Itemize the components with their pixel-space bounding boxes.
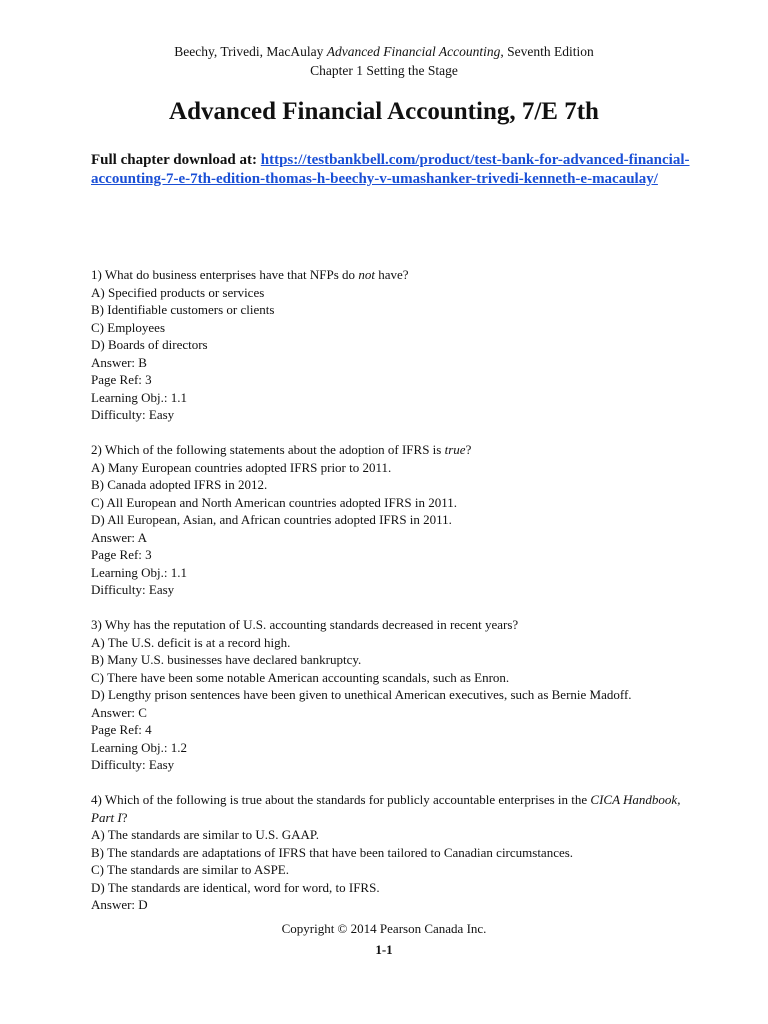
- answer-key: Answer: D: [91, 897, 148, 912]
- answer-option: C) Employees: [91, 319, 166, 335]
- question-3: [91, 616, 691, 774]
- page-ref: Page Ref: 3: [91, 547, 152, 562]
- learning-objective: Learning Obj.: 1.2: [91, 739, 188, 755]
- page-ref: Page Ref: 3: [91, 372, 152, 387]
- answer-option: C) All European and North American countries adopted IFRS in 2011.: [91, 494, 457, 510]
- page-number: 1-1: [375, 942, 393, 957]
- answer-option: C) The standards are similar to ASPE.: [91, 862, 289, 877]
- answer-option: D) All European, Asian, and African countries adopted IFRS in 2011.: [91, 512, 452, 527]
- answer-option: D) The standards are identical, word for word, to IFRS.: [91, 879, 380, 895]
- answer-option: D) Boards of directors: [91, 337, 208, 352]
- copyright-footer: Copyright © 2014 Pearson Canada Inc.: [281, 921, 487, 936]
- page-title: Advanced Financial Accounting, 7/E 7th: [169, 98, 599, 125]
- answer-option: B) The standards are adaptations of IFRS that have been tailored to Canadian circumstances.: [91, 844, 574, 860]
- question-4: [91, 791, 691, 914]
- running-header-book: Beechy, Trivedi, MacAulay Advanced Financial Accounting, Seventh Edition: [174, 44, 594, 59]
- difficulty: Difficulty: Easy: [91, 582, 175, 597]
- question-1: [91, 266, 691, 424]
- answer-option: D) Lengthy prison sentences have been given to unethical American executives, such as Bernie Madoff.: [91, 687, 632, 702]
- page-ref: Page Ref: 4: [91, 722, 152, 737]
- answer-key: Answer: C: [91, 704, 147, 720]
- answer-option: A) Many European countries adopted IFRS prior to 2011.: [91, 459, 392, 475]
- answer-option: A) The U.S. deficit is at a record high.: [91, 634, 291, 650]
- question-2: [91, 441, 691, 599]
- question-stem: 1) What do business enterprises have that NFPs do not have?: [91, 267, 409, 282]
- question-stem: 2) Which of the following statements about the adoption of IFRS is true?: [91, 442, 472, 457]
- download-notice: [91, 151, 691, 189]
- running-header-chapter: Chapter 1 Setting the Stage: [310, 63, 458, 78]
- answer-key: Answer: A: [91, 529, 147, 545]
- answer-option: C) There have been some notable American accounting scandals, such as Enron.: [91, 669, 510, 685]
- difficulty: Difficulty: Easy: [91, 757, 175, 772]
- learning-objective: Learning Obj.: 1.1: [91, 564, 188, 580]
- answer-key: Answer: B: [91, 354, 147, 370]
- question-stem: 3) Why has the reputation of U.S. accounting standards decreased in recent years?: [91, 617, 519, 632]
- answer-option: A) The standards are similar to U.S. GAAP.: [91, 827, 319, 842]
- answer-option: B) Identifiable customers or clients: [91, 302, 275, 317]
- download-link[interactable]: https://testbankbell.com/product/test-bank-for-advanced-financial-accounting-7-e-7th-edition-thomas-h-beechy-v-umashanker-trivedi-kenneth-e-macaulay/: [91, 152, 690, 187]
- question-stem: 4) Which of the following is true about the standards for publicly accountable enterprises in the CICA Handbook, Part I?: [91, 792, 681, 825]
- learning-objective: Learning Obj.: 1.1: [91, 389, 188, 405]
- answer-option: B) Many U.S. businesses have declared bankruptcy.: [91, 652, 362, 667]
- difficulty: Difficulty: Easy: [91, 407, 175, 422]
- answer-option: B) Canada adopted IFRS in 2012.: [91, 477, 268, 492]
- answer-option: A) Specified products or services: [91, 284, 265, 300]
- download-label: Full chapter download at:: [91, 152, 261, 168]
